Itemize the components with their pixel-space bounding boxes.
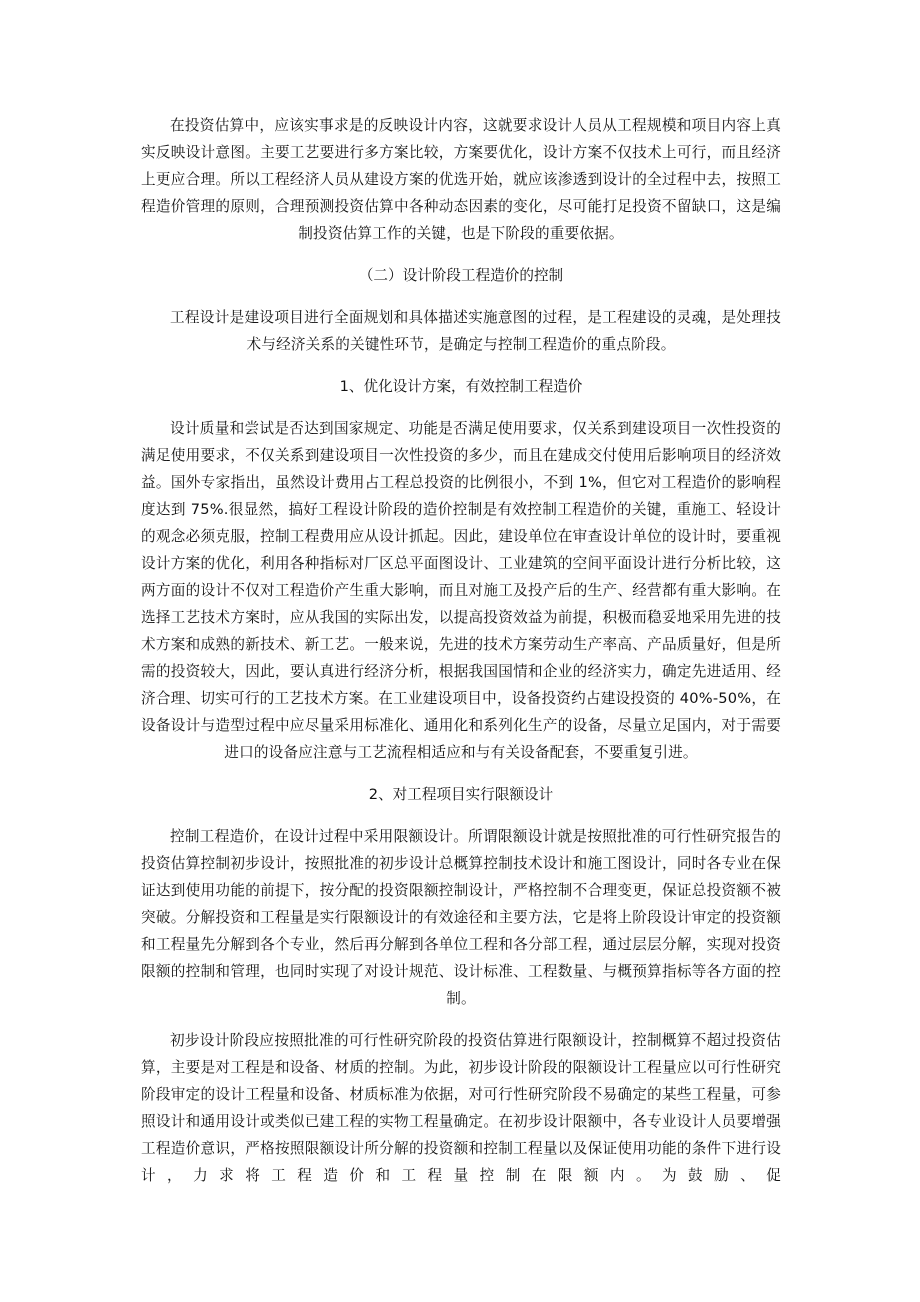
paragraph-engineering-design: 工程设计是建设项目进行全面规划和具体描述实施意图的过程，是工程建设的灵魂，是处理技术与经济关系的关键性环节，是确定与控制工程造价的重点阶段。 xyxy=(170,309,781,353)
paragraph-preliminary-design: 初步设计阶段应按照批准的可行性研究阶段的投资估算进行限额设计，控制概算不超过投资估算，主要是对工程是和设备、材质的控制。为此，初步设计阶段的限额设计工程量应以可行性研究阶段审定的设计工程量和设备、材质标准为依据，对可行性研究阶段不易确定的某些工程量，可参照设计和通用设计或类似已建工程的实物工程量确定。在初步设计限额中，各专业设计人员要增强工程造价意识，严格按照限额设计所分解的投资额和控制工程量以及保证使用功能的条件下进行设计，力求将工程造价和工程量控制在限额内。为鼓励、促 xyxy=(141,1032,781,1184)
subheading-optimize-design: 1、优化设计方案，有效控制工程造价 xyxy=(339,378,583,395)
paragraph-investment-estimate: 在投资估算中，应该实事求是的反映设计内容，这就要求设计人员从工程规模和项目内容上真实反映设计意图。主要工艺要进行多方案比较，方案要优化，设计方案不仅技术上可行，而且经济上更应合理。所以工程经济人员从建设方案的优选开始，就应该渗透到设计的全过程中去，按照工程造价管理的原则，合理预测投资估算中各种动态因素的变化，尽可能打足投资不留缺口，这是编制投资估算工作的关键，也是下阶段的重要依据。 xyxy=(141,117,781,242)
subheading-quota-design: 2、对工程项目实行限额设计 xyxy=(368,786,554,803)
document-page xyxy=(141,112,781,1189)
paragraph-control-cost: 控制工程造价，在设计过程中采用限额设计。所谓限额设计就是按照批准的可行性研究报告的投资估算控制初步设计，按照批准的初步设计总概算控制技术设计和施工图设计，同时各专业在保证达到使用功能的前提下，按分配的投资限额控制设计，严格控制不合理变更，保证总投资额不被突破。分解投资和工程量是实行限额设计的有效途径和主要方法，它是将上阶段设计审定的投资额和工程量先分解到各个专业，然后再分解到各单位工程和各分部工程，通过层层分解，实现对投资限额的控制和管理，也同时实现了对设计规范、设计标准、工程数量、与概预算指标等各方面的控制。 xyxy=(141,828,781,1007)
section-heading-design-stage: （二）设计阶段工程造价的控制 xyxy=(358,267,564,284)
paragraph-design-quality: 设计质量和尝试是否达到国家规定、功能是否满足使用要求，仅关系到建设项目一次性投资的满足使用要求，不仅关系到建设项目一次性投资的多少，而且在建成交付使用后影响项目的经济效益。国外专家指出，虽然设计费用占工程总投资的比例很小，不到 1%，但它对工程造价的影响程度达到 75%.很显然，搞好工程设计阶段的造价控制是有效控制工程造价的关键，重施工、轻设计的观念必须克服，控制工程费用应从设计抓起。因此，建设单位在审查设计单位的设计时，要重视设计方案的优化，利用各种指标对厂区总平面图设计、工业建筑的空间平面设计进行分析比较，这两方面的设计不仅对工程造价产生重大影响，而且对施工及投产后的生产、经营都有重大影响。在选择工艺技术方案时，应从我国的实际出发，以提高投资效益为前提，积极而稳妥地采用先进的技术方案和成熟的新技术、新工艺。一般来说，先进的技术方案劳动生产率高、产品质量好，但是所需的投资较大，因此，要认真进行经济分析，根据我国国情和企业的经济实力，确定先进适用、经济合理、切实可行的工艺技术方案。在工业建设项目中，设备投资约占建设投资的 40%-50%，在设备设计与造型过程中应尽量采用标准化、通用化和系列化生产的设备，尽量立足国内，对于需要进口的设备应注意与工艺流程相适应和与有关设备配套，不要重复引进。 xyxy=(141,420,781,761)
